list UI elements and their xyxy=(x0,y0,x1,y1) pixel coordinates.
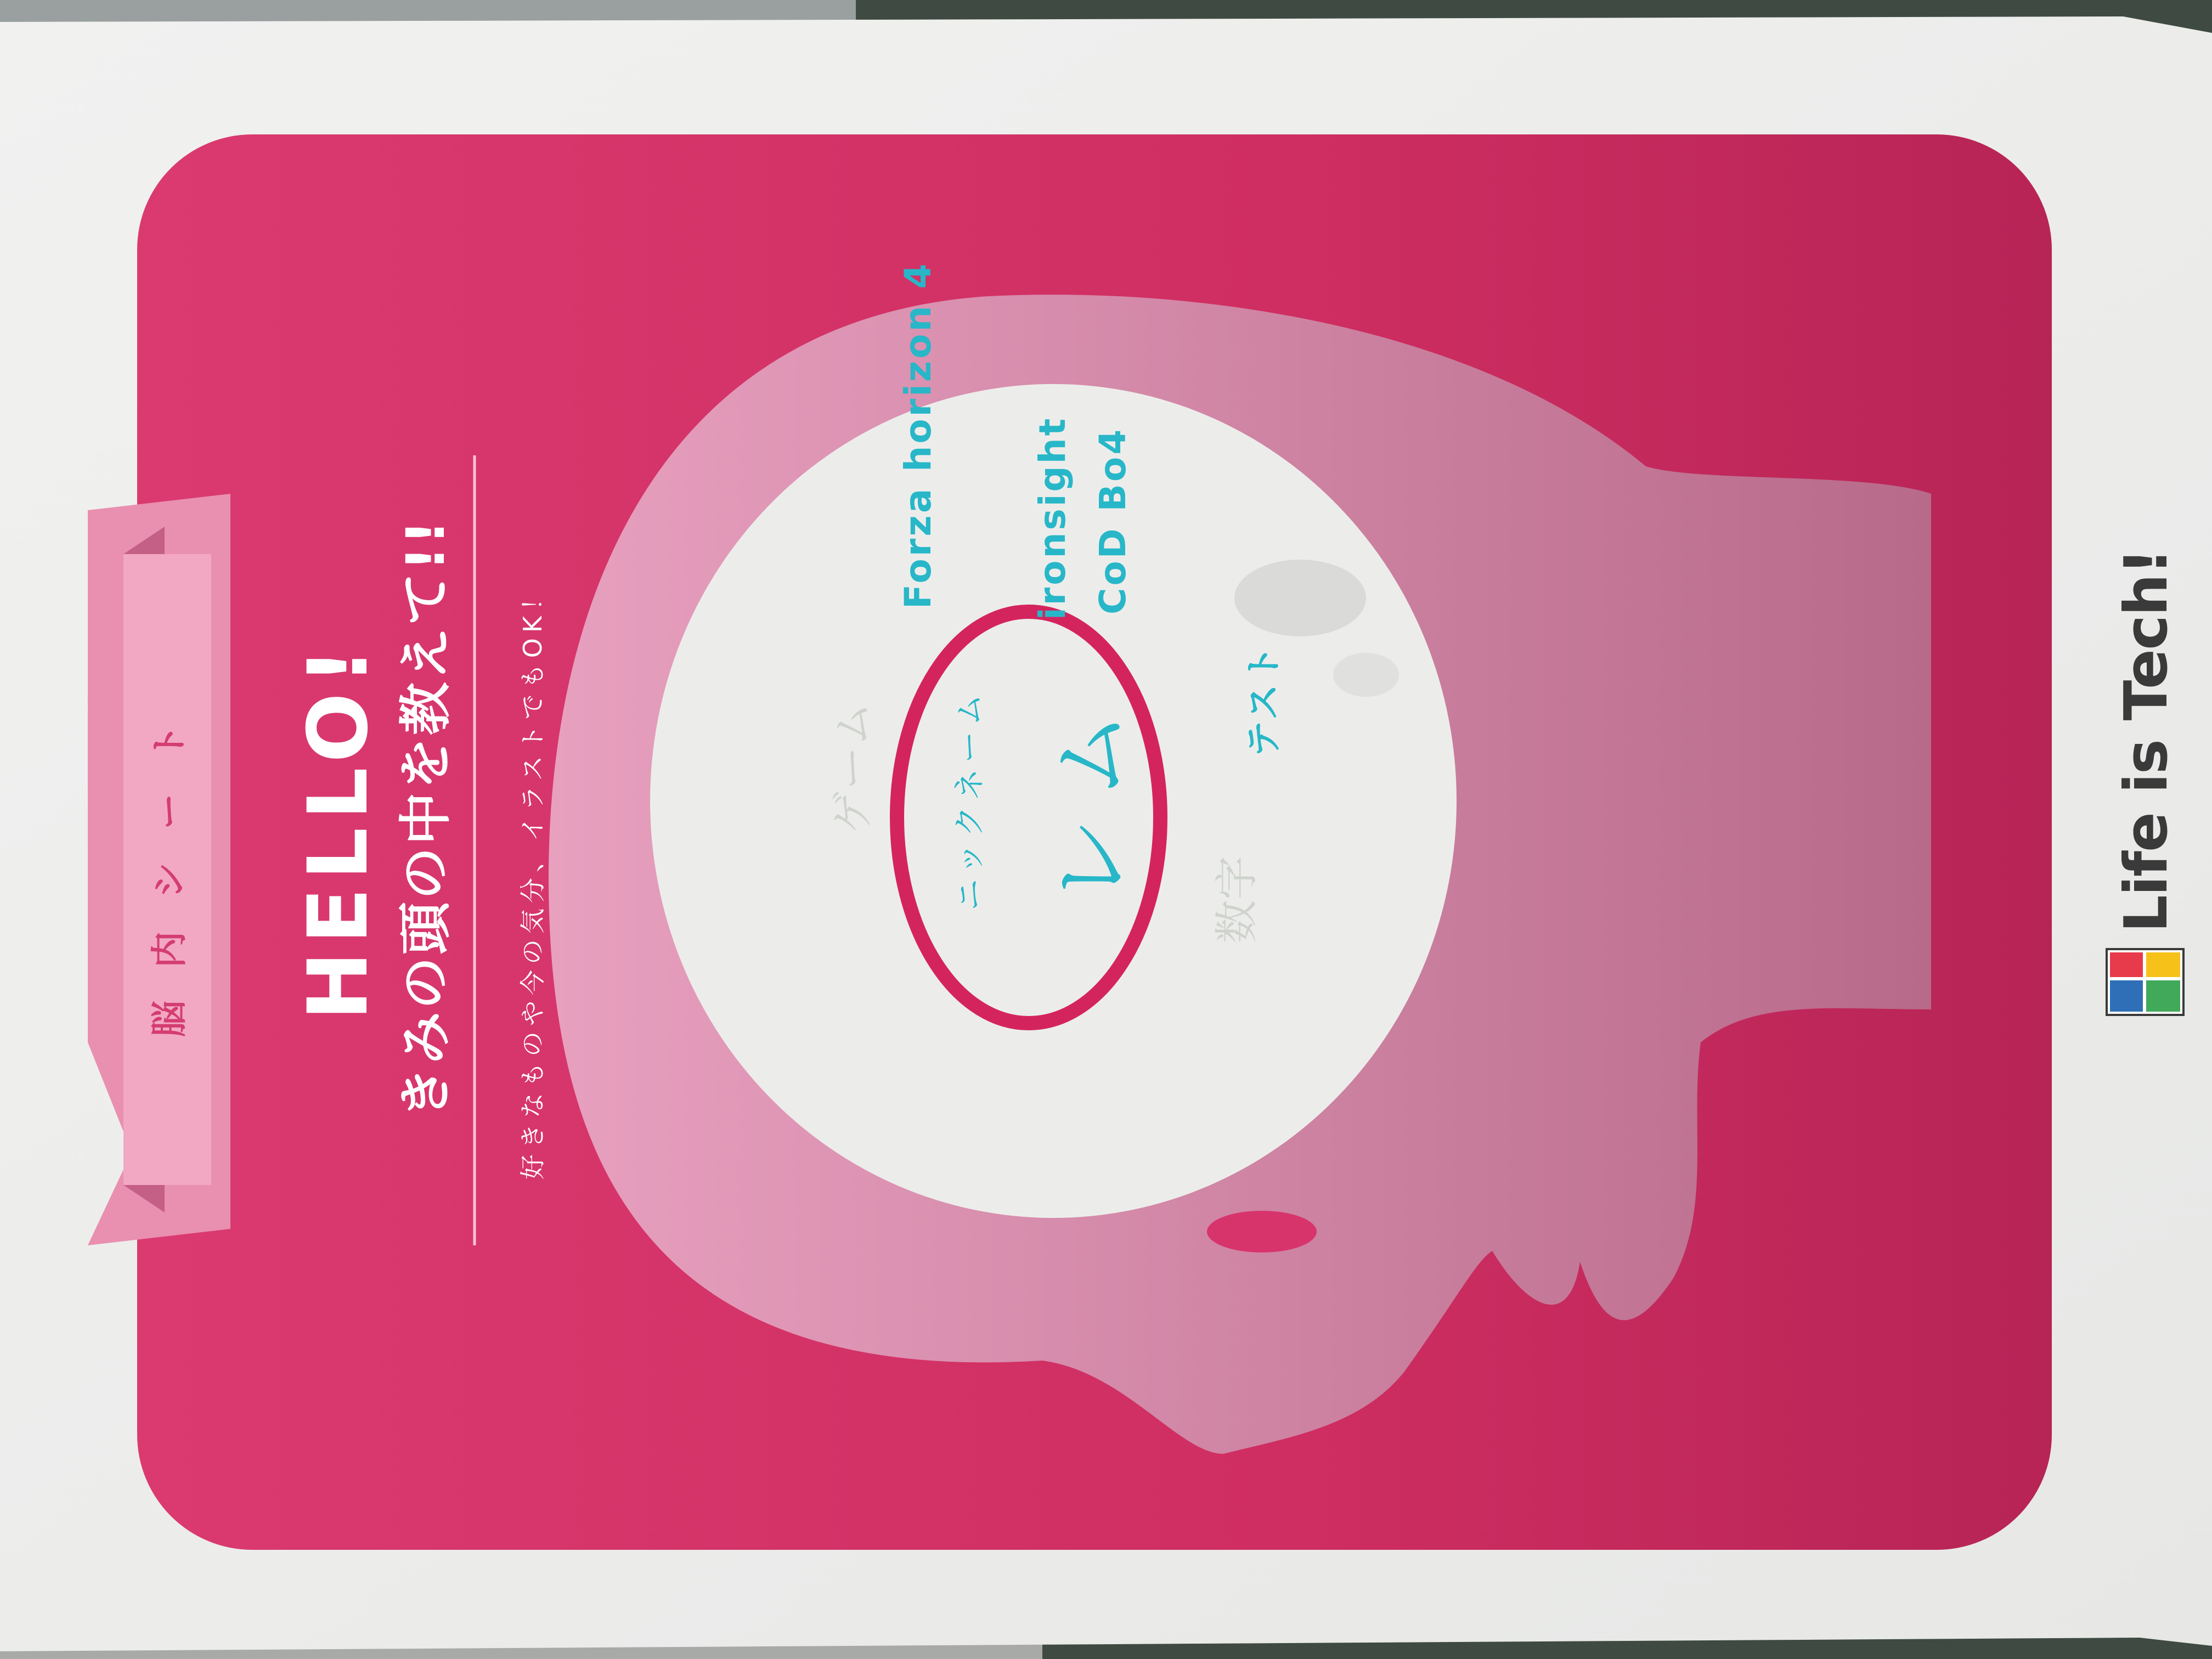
faint-text-game: ゲーム xyxy=(827,702,878,834)
nickname-label: ニックネーム xyxy=(951,688,988,911)
logo-mark xyxy=(2107,949,2183,1015)
smudge xyxy=(1333,653,1399,697)
thought-oval xyxy=(650,384,1457,1218)
handwriting-line-forza: Forza horizon 4 xyxy=(897,261,939,609)
page-subtitle: きみの頭の中を教えて!! xyxy=(395,518,456,1119)
handwriting-line-ironsight: ironsight xyxy=(1031,416,1074,620)
ribbon-label: 脳内シート xyxy=(148,691,190,1037)
faint-text-number: 数字 xyxy=(1211,856,1262,944)
handwriting-test: テスト xyxy=(1243,643,1285,757)
smudge xyxy=(1234,560,1366,636)
mouth-mark xyxy=(1207,1211,1317,1252)
nickname-value: レム xyxy=(1040,689,1142,905)
brand-logo-text: Life is Tech! xyxy=(2112,549,2181,933)
page-caption: 好きなものや今の気分、イラストでもOK！ xyxy=(518,580,548,1180)
hello-heading: HELLO! xyxy=(291,640,386,1020)
handwriting-line-cod: CoD Bo4 xyxy=(1092,427,1134,614)
